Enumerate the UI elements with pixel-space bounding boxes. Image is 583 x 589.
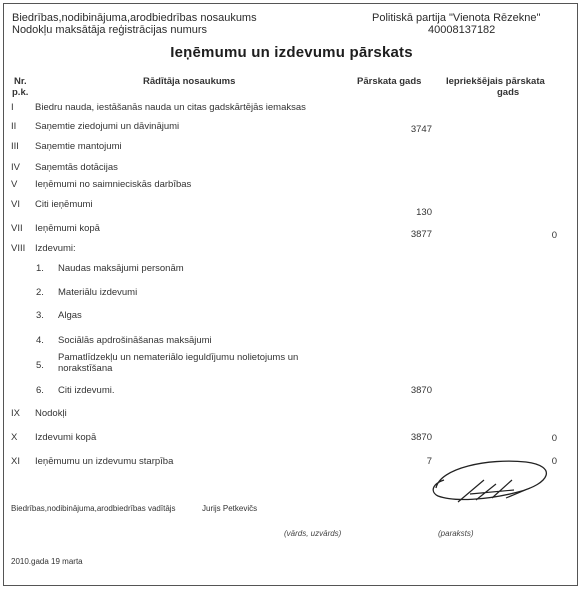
row-label: Saņemtie ziedojumi un dāvinājumi: [35, 121, 180, 132]
row-nr: II: [11, 121, 17, 132]
head-name: Jurijs Petkevičs: [202, 504, 258, 513]
row-previous-value: 0: [551, 230, 557, 241]
row-current-value: 3870: [410, 385, 432, 396]
col-name: Rādītāja nosaukums: [143, 76, 236, 87]
subrow-label: Sociālās apdrošināšanas maksājumi: [58, 335, 212, 346]
row-current-value: 3877: [410, 229, 432, 240]
col-current: Pārskata gads: [357, 76, 422, 87]
row-label: Izdevumi:: [35, 243, 76, 254]
row-label: Ieņēmumi kopā: [35, 223, 100, 234]
row-nr: V: [11, 179, 18, 190]
handwritten-signature: [418, 450, 566, 512]
col-previous-line1: Iepriekšējais pārskata: [446, 76, 545, 87]
report-date: 2010.gada 19 marta: [11, 557, 83, 566]
subrow-label: Naudas maksājumi personām: [58, 263, 184, 274]
row-nr: IX: [11, 408, 20, 419]
subrow-nr: 1.: [36, 263, 44, 274]
row-label: Ieņēmumi no saimnieciskās darbības: [35, 179, 192, 190]
row-label: Citi ieņēmumi: [35, 199, 93, 210]
row-nr: I: [11, 102, 14, 113]
subrow-label: Citi izdevumi.: [58, 385, 115, 396]
name-caption: (vārds, uzvārds): [284, 529, 342, 538]
org-name: Politiskā partija "Vienota Rēzekne": [372, 12, 541, 24]
row-current-value: 7: [426, 456, 432, 467]
row-label: Ieņēmumu un izdevumu starpība: [35, 456, 174, 467]
subrow-nr: 4.: [36, 335, 44, 346]
subrow-nr: 5.: [36, 360, 44, 371]
row-label: Nodokļi: [35, 408, 67, 419]
row-previous-value: 0: [551, 456, 557, 467]
subrow-label: Pamatlīdzekļu un nemateriālo ieguldījumu nolietojums un norakstīšana: [58, 352, 299, 374]
row-current-value: 3870: [410, 432, 432, 443]
row-current-value: 3747: [410, 124, 432, 135]
row-nr: VI: [11, 199, 20, 210]
reg-label: Nodokļu maksātāja reģistrācijas numurs: [12, 24, 208, 36]
row-current-value: 130: [416, 207, 432, 218]
row-label: Biedru nauda, iestāšanās nauda un citas gadskārtējās iemaksas: [35, 102, 306, 113]
head-label: Biedrības,nodibinājuma,arodbiedrības vadītājs: [11, 504, 176, 513]
subrow-nr: 2.: [36, 287, 44, 298]
col-previous-line2: gads: [497, 87, 520, 98]
subrow-label: Algas: [58, 310, 82, 321]
subrow-nr: 3.: [36, 310, 44, 321]
row-nr: X: [11, 432, 18, 443]
subrow-nr: 6.: [36, 385, 44, 396]
row-nr: IV: [11, 162, 20, 173]
org-label: Biedrības,nodibinājuma,arodbiedrības nosaukums: [12, 12, 257, 24]
col-nr-line2: p.k.: [12, 87, 29, 98]
row-label: Saņemtie mantojumi: [35, 141, 122, 152]
row-nr: XI: [11, 456, 20, 467]
row-label: Saņemtās dotācijas: [35, 162, 118, 173]
signature-caption: (paraksts): [438, 529, 474, 538]
report-title: Ieņēmumu un izdevumu pārskats: [170, 44, 413, 61]
row-previous-value: 0: [551, 433, 557, 444]
reg-number: 40008137182: [428, 24, 496, 36]
row-nr: III: [11, 141, 19, 152]
row-nr: VII: [11, 223, 23, 234]
subrow-label: Materiālu izdevumi: [58, 287, 138, 298]
row-label: Izdevumi kopā: [35, 432, 97, 443]
col-nr-line1: Nr.: [14, 76, 27, 87]
row-nr: VIII: [11, 243, 26, 254]
